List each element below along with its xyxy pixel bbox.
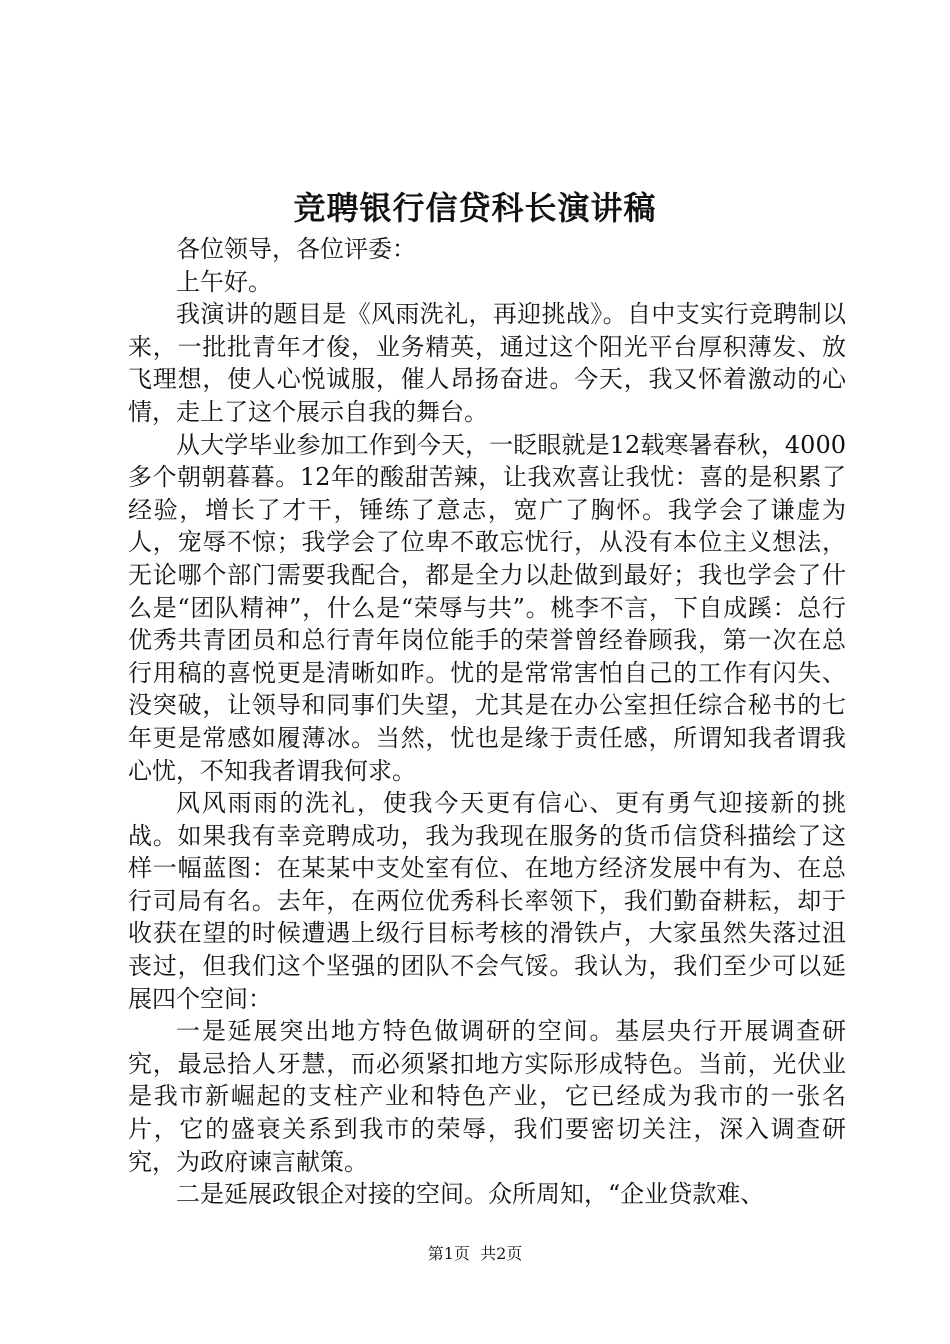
document-title: 竞聘银行信贷科长演讲稿 (293, 189, 657, 227)
paragraph: 从大学毕业参加工作到今天，一眨眼就是12载寒暑春秋，4000多个朝朝暮暮。12年的酸甜苦辣，让我欢喜让我忧：喜的是积累了经验，增长了才干，锤练了意志，宽广了胸怀。我学会了谦虚为人，宠辱不惊；我学会了位卑不敢忘忧行，从没有本位主义想法，无论哪个部门需要我配合，都是全力以赴做到最好；我也学会了什么是“团队精神”，什么是“荣辱与共”。桃李不言，下自成蹊：总行优秀共青团员和总行青年岗位能手的荣誉曾经眷顾我，第一次在总行用稿的喜悦更是清晰如昨。忧的是常常害怕自己的工作有闪失、没突破，让领导和同事们失望，尤其是在办公室担任综合秘书的七年更是常感如履薄冰。当然，忧也是缘于责任感，所谓知我者谓我心忧，不知我者谓我何求。 (128, 430, 846, 785)
paragraph: 二是延展政银企对接的空间。众所周知，“企业贷款难、 (176, 1180, 765, 1209)
page-footer (0, 1244, 950, 1264)
paragraph: 风风雨雨的洗礼，使我今天更有信心、更有勇气迎接新的挑战。如果我有幸竞聘成功，我为我现在服务的货币信贷科描绘了这样一幅蓝图：在某某中支处室有位、在地方经济发展中有为、在总行司局有名。去年，在两位优秀科长率领下，我们勤奋耕耘，却于收获在望的时候遭遇上级行目标考核的滑铁卢，大家虽然失落过沮丧过，但我们这个坚强的团队不会气馁。我认为，我们至少可以延展四个空间： (128, 789, 846, 1013)
page-number: 第1页 (427, 1244, 470, 1263)
paragraph: 我演讲的题目是《风雨洗礼，再迎挑战》。自中支实行竞聘制以来，一批批青年才俊，业务精英，通过这个阳光平台厚积薄发、放飞理想，使人心悦诚服，催人昂扬奋进。今天，我又怀着激动的心情，走上了这个展示自我的舞台。 (128, 300, 846, 426)
document-body (128, 233, 846, 1211)
greeting: 上午好。 (176, 267, 272, 296)
page-total: 共2页 (480, 1244, 523, 1263)
paragraph: 一是延展突出地方特色做调研的空间。基层央行开展调查研究，最忌拾人牙慧，而必须紧扣地方实际形成特色。当前，光伏业是我市新崛起的支柱产业和特色产业，它已经成为我市的一张名片，它的盛衰关系到我市的荣辱，我们要密切关注，深入调查研究，为政府谏言献策。 (128, 1017, 846, 1176)
salutation: 各位领导，各位评委： (176, 235, 416, 263)
